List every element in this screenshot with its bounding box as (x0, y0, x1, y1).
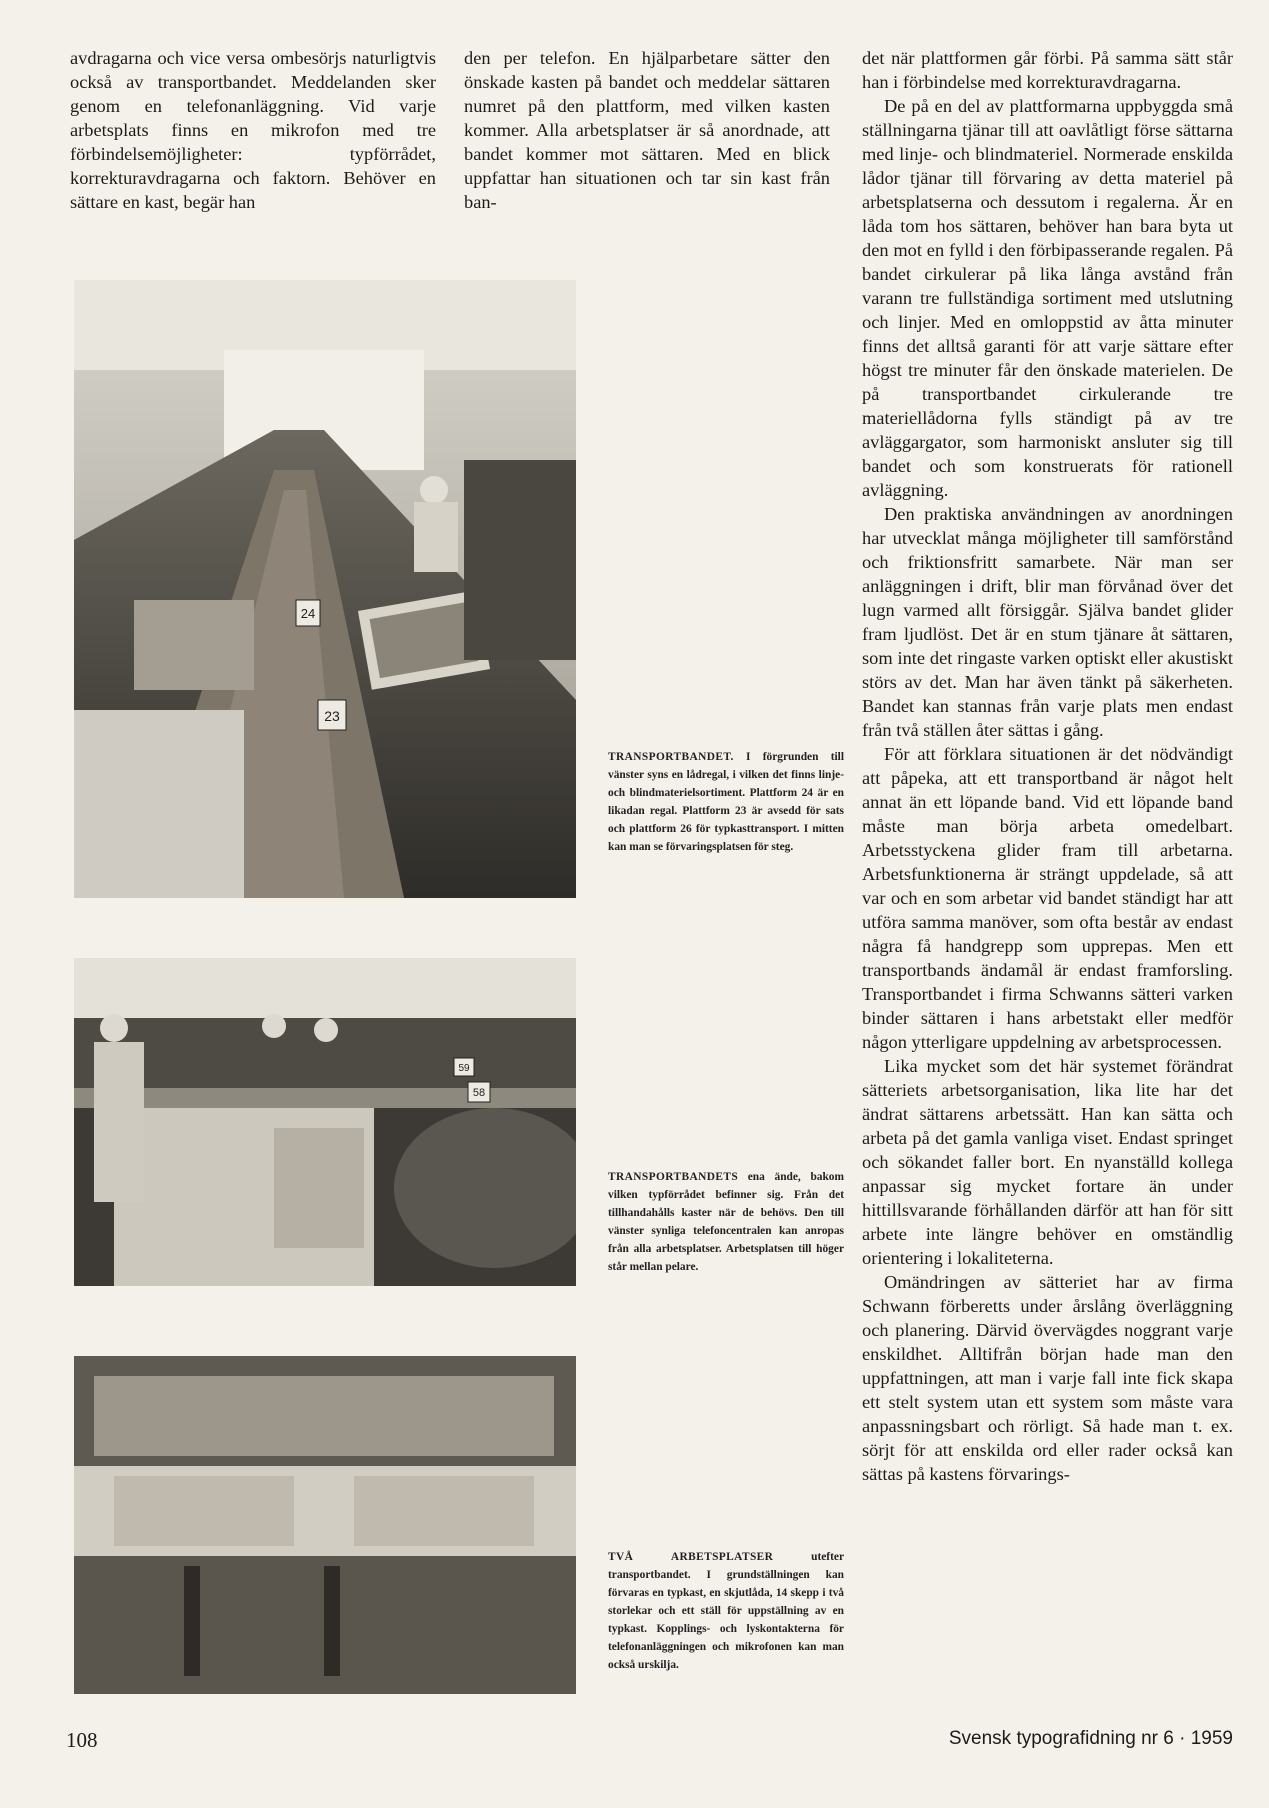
platform-label-58: 58 (472, 1087, 486, 1099)
caption-lead: TRANSPORTBANDETS (608, 1171, 739, 1183)
paragraph: den per telefon. En hjälparbetare sätter den önskade kasten på bandet och meddelar sättaren numret på den plattform, med vilken kasten kommer. Alla arbetsplatser är så anordnade, att bandet kommer mot sättaren. Med en blick uppfattar han situationen och tar sin kast från ban- (464, 48, 830, 212)
caption-lead: TVÅ ARBETSPLATSER (608, 1551, 774, 1563)
photo-transport-belt-illustration (74, 280, 576, 898)
platform-label-59: 59 (458, 1063, 470, 1074)
caption-text: ena ände, bakom vilken typförrådet befinner sig. Från det tillhandahålls kaster när de behövs. Den till vänster synliga telefoncentralen kan anropas från alla arbetsplatser. Arbetsplatsen till höger står mellan pelare. (608, 1171, 844, 1273)
platform-label-23: 23 (324, 708, 340, 724)
photo-transport-belt (74, 280, 576, 898)
text-column-2 (464, 46, 830, 214)
paragraph: avdragarna och vice versa ombesörjs naturligtvis också av transportbandet. Meddelanden sker genom en telefonanläggning. Vid varje arbetsplats finns en mikrofon med tre förbindelsemöjligheter: typförrådet, korrekturavdragarna och faktorn. Behöver en sättare en kast, begär han (70, 48, 436, 212)
caption-lead: TRANSPORTBANDET. (608, 751, 734, 763)
paragraph: det när plattformen går förbi. På samma sätt står han i förbindelse med korrekturavdragarna. (862, 48, 1233, 92)
photo-belt-end (74, 958, 576, 1286)
caption-text: utefter transportbandet. I grundställningen kan förvaras en typkast, en skjutlåda, 14 skepp i två storlekar och ett ställ för uppställning av en typkast. Kopplings- och lyskontakterna för telefonanläggningen och mikrofonen kan man också urskilja. (608, 1551, 845, 1671)
page-number: 108 (66, 1728, 98, 1752)
paragraph: Omändringen av sätteriet har av firma Schwann förberetts under årslång överläggning och planering. Därvid övervägdes noggrant varje enskildhet. Alltifrån början hade man den uppfattningen, att man i varje fall inte fick skapa ett stelt system utan ett system som måste vara anpassningsbart och rörligt. Så hade man t. ex. sörjt för att enskilda ord eller rader också kan sättas på kastens förvarings- (862, 1272, 1233, 1484)
paragraph: För att förklara situationen är det nödvändigt att påpeka, att ett transportband är något helt annat än ett löpande band. Vid ett löpande band måste man börja arbeta omedelbart. Arbetsstyckena glider fram till arbetarna. Arbetsfunktionerna är strängt uppdelade, så att var och en som arbetar vid bandet ständigt har att utföra samma manöver, som ofta består av endast några få handgrepp som upprepas. Men ett transportbands ändamål är endast framforsling. Transportbandet i firma Schwanns sätteri varken binder sättaren i hans arbetstakt eller medför någon ytterligare uppdelning av arbetsprocessen. (862, 744, 1233, 1052)
platform-label-24: 24 (300, 606, 316, 621)
caption-text: I förgrunden till vänster syns en lådregal, i vilken det finns linje- och blindmaterielsortiment. Plattform 24 är en likadan regal. Plattform 23 är avsedd för sats och plattform 26 för typkasttransport. I mitten kan man se förvaringsplatsen för steg. (608, 751, 844, 853)
caption-1 (608, 748, 844, 856)
text-column-3 (862, 46, 1233, 1486)
photo-belt-end-illustration (74, 958, 576, 1286)
caption-2 (608, 1168, 844, 1276)
photo-two-workstations (74, 1356, 576, 1694)
photo-two-workstations-illustration (74, 1356, 576, 1694)
paragraph: De på en del av plattformarna uppbyggda små ställningarna tjänar till att oavlåtligt förse sättarna med linje- och blindmateriel. Normerade enskilda lådor tjänar till förvaring av detta materiel på arbetsplatserna och dessutom i regalerna. Är en låda tom hos sättaren, behöver han bara byta ut den mot en fylld i den förbipasserande regalen. På bandet cirkulerar på lika långa avstånd från varann tre fullständiga sortiment med utslutning och linjer. Med en omloppstid av åtta minuter finns det alltså garanti för att varje sättare efter högst tre minuter får den önskade materielen. De på transportbandet cirkulerande tre materiellådorna fylls ständigt på av tre avläggargator, som harmoniskt ansluter sig till bandet och som konstruerats för rationell avläggning. (862, 96, 1233, 500)
paragraph: Den praktiska användningen av anordningen har utvecklat många möjligheter till samförstånd och friktionsfritt samarbete. När man ser anläggningen i drift, blir man förvånad över det lugn varmed allt försiggår. Själva bandet glider fram ljudlöst. Det är en stum tjänare åt sättaren, som inte det ringaste varken optiskt eller akustiskt störs av det. Man har även tänkt på säkerheten. Bandet kan stannas från varje plats men endast från två ställen åter sättas i gång. (862, 504, 1233, 740)
text-column-1 (70, 46, 436, 214)
paragraph: Lika mycket som det här systemet förändrat sätteriets arbetsorganisation, lika lite har det ändrat sättarens arbetssätt. Han kan sätta och arbeta på det gamla vanliga viset. Endast springet och sökandet faller bort. En nyanställd kollega anpassar sig mycket fortare än under hittillsvarande förhållanden därför att han för sitt arbete inte längre behöver en omständlig orientering i lokaliteterna. (862, 1056, 1233, 1268)
caption-3 (608, 1548, 844, 1674)
publication-footer: Svensk typografidning nr 6 · 1959 (948, 1728, 1233, 1749)
